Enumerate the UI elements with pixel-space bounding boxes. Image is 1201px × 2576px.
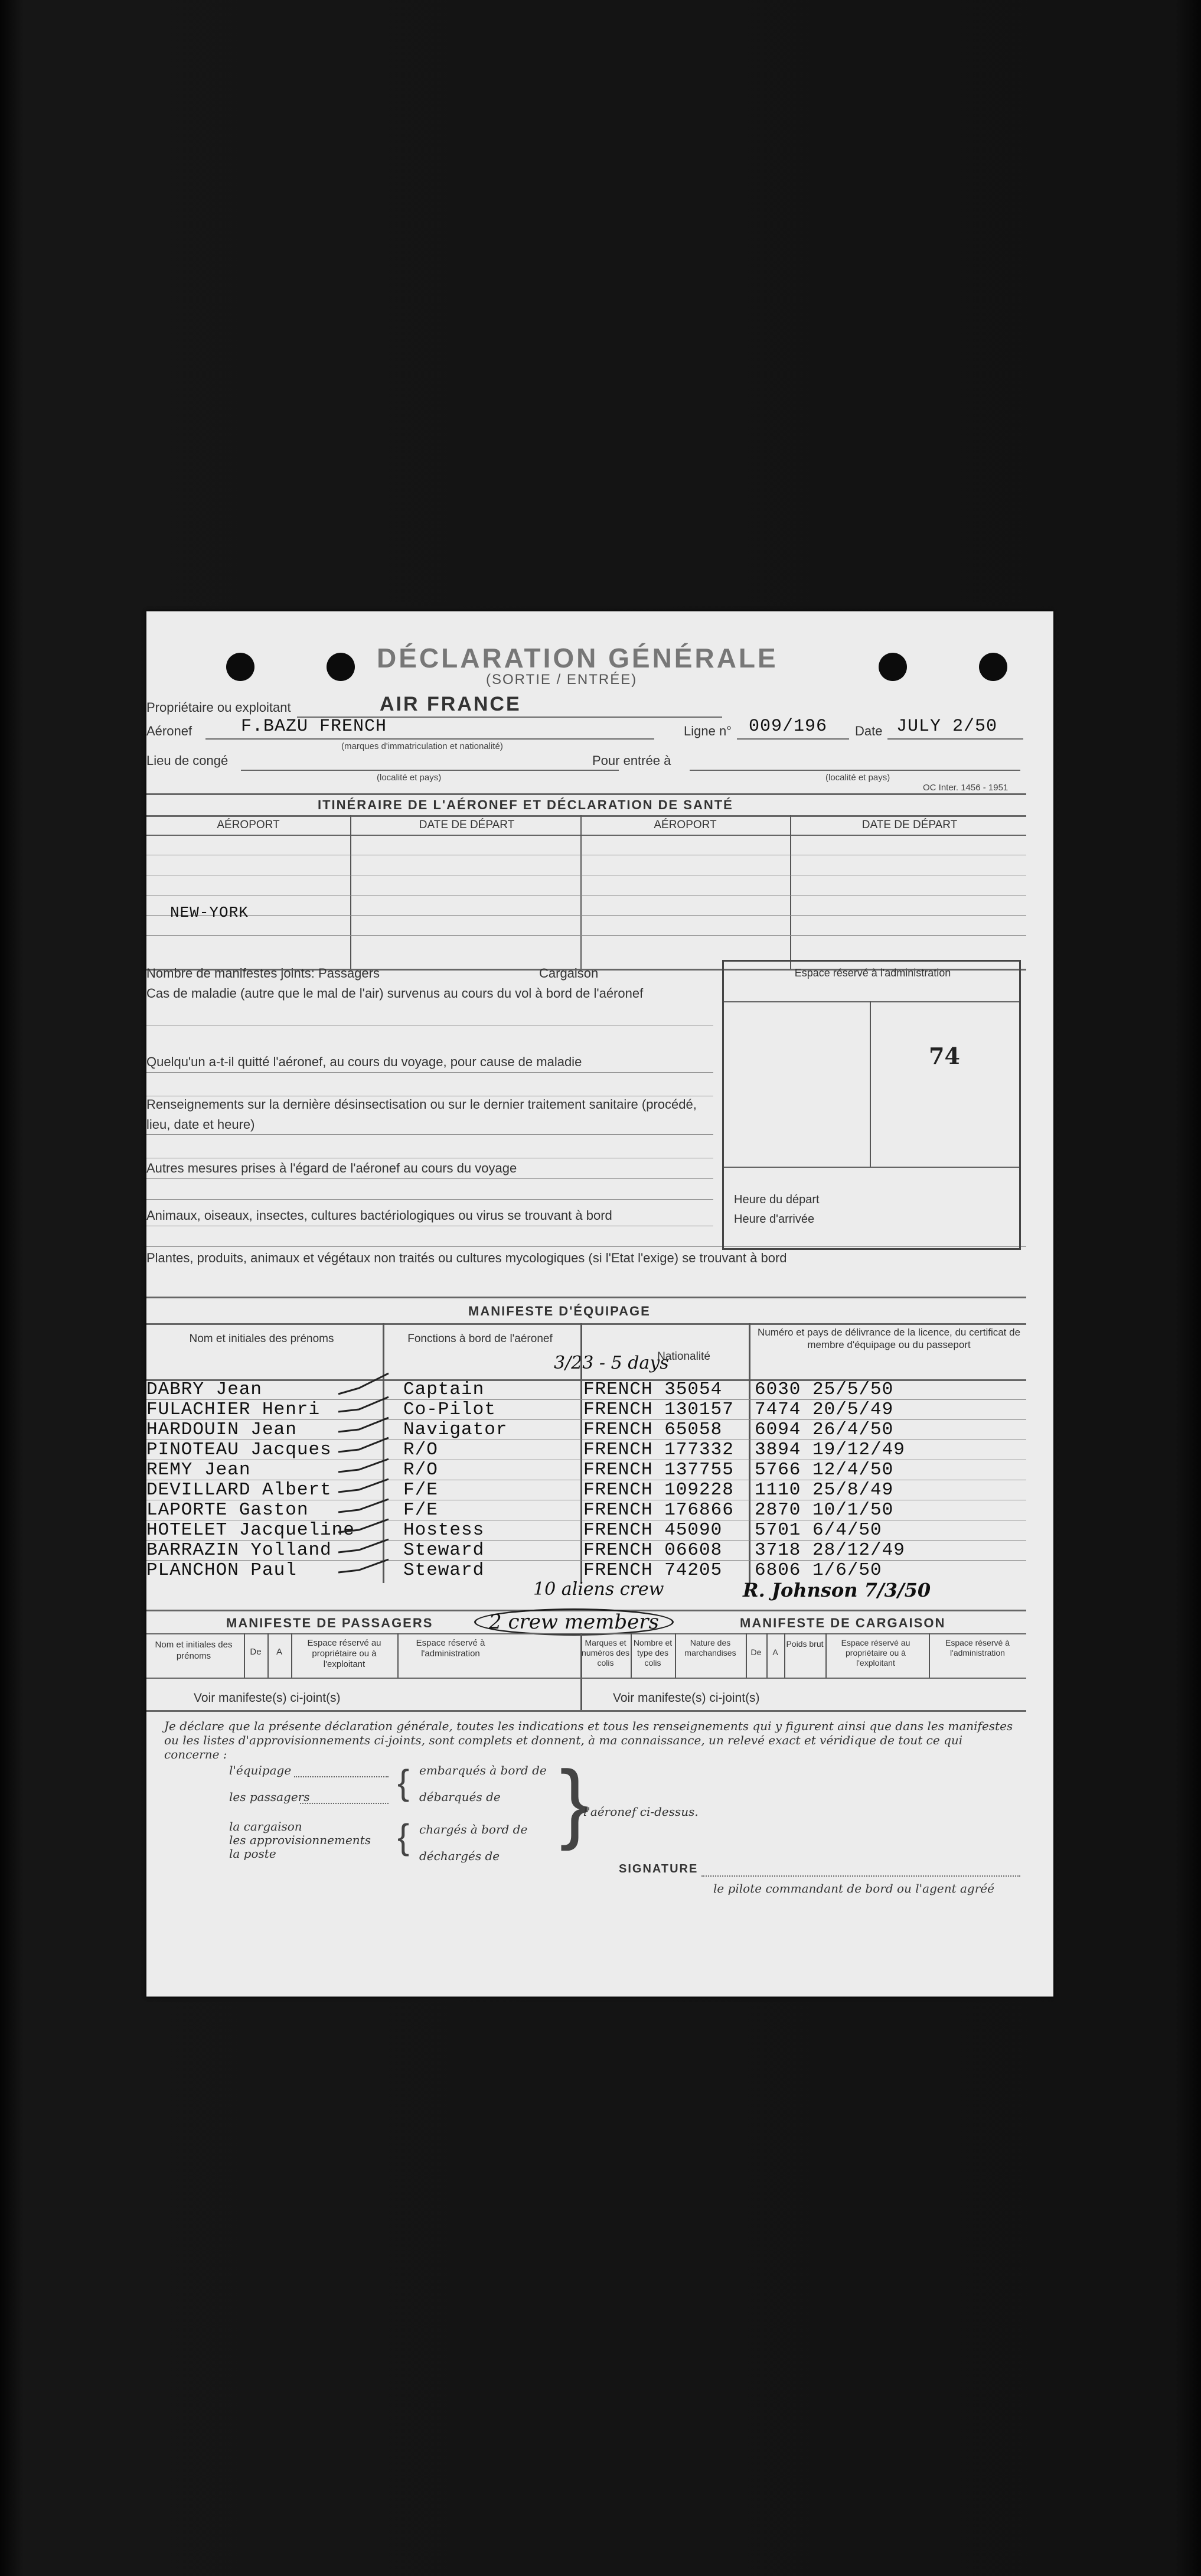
crew-license: 6806 1/6/50 (755, 1560, 882, 1581)
pax-col-from: De (250, 1647, 262, 1657)
crew-function: Navigator (403, 1419, 508, 1440)
crew-license: 6030 25/5/50 (755, 1379, 894, 1400)
crew-heading: MANIFESTE D'ÉQUIPAGE (468, 1304, 651, 1318)
entry-label: Pour entrée à (592, 753, 671, 768)
cargo-col-count: Nombre et type des colis (633, 1638, 673, 1668)
disinfection-question: Renseignements sur la dernière désinsectisation ou sur le dernier traitement sanitaire (procédé, lieu, date et heure) (146, 1097, 697, 1132)
crew-handwritten-header: 3/23 - 5 days (554, 1353, 669, 1373)
crew-nationality: FRENCH 130157 (583, 1399, 734, 1420)
crew-name: BARRAZIN Yolland (146, 1540, 332, 1561)
line-label: Ligne n° (684, 724, 732, 738)
crew-function: Hostess (403, 1520, 485, 1541)
crew-license: 5766 12/4/50 (755, 1460, 894, 1480)
pax-col-to: A (276, 1647, 282, 1657)
crew-function: F/E (403, 1480, 438, 1500)
crew-license: 2870 10/1/50 (755, 1500, 894, 1520)
aircraft-note: (marques d'immatriculation et nationalité) (341, 741, 503, 751)
punch-hole (979, 653, 1007, 681)
crew-license: 3894 19/12/49 (755, 1440, 905, 1460)
locality-note: (localité et pays) (377, 773, 442, 783)
decl-disembarked: débarqués de (419, 1790, 501, 1804)
line-value: 009/196 (749, 717, 828, 737)
pax-col-name: Nom et initiales des prénoms (155, 1640, 233, 1661)
decl-item-passengers: les passagers (229, 1790, 310, 1804)
document-page (146, 611, 1053, 1997)
pax-col-owner: Espace réservé au propriétaire ou à l'exploitant (307, 1638, 381, 1669)
passenger-handwritten-note: 2 crew members (474, 1608, 674, 1636)
crew-nationality: FRENCH 45090 (583, 1520, 723, 1541)
plants-question: Plantes, produits, animaux et végétaux non traités ou cultures mycologiques (si l'Etat l'exige) se trouvant à bord (146, 1250, 787, 1265)
crew-name: HOTELET Jacqueline (146, 1520, 355, 1541)
owner-value: AIR FRANCE (380, 693, 521, 715)
crew-function: R/O (403, 1460, 438, 1480)
form-title: DÉCLARATION GÉNÉRALE (377, 643, 778, 673)
admin-box-header: Espace réservé à l'administration (794, 967, 951, 979)
crew-nationality: FRENCH 35054 (583, 1379, 723, 1400)
crew-name: LAPORTE Gaston (146, 1500, 309, 1520)
crew-name: FULACHIER Henri (146, 1399, 321, 1420)
itinerary-col-airport-1: AÉROPORT (217, 819, 280, 831)
decl-embarked: embarqués à bord de (419, 1763, 547, 1777)
crew-nationality: FRENCH 109228 (583, 1480, 734, 1500)
crew-license: 7474 20/5/49 (755, 1399, 894, 1420)
brace-right: } (560, 1752, 590, 1851)
decl-aircraft-above: l'aéronef ci-dessus. (583, 1805, 699, 1819)
animals-question: Animaux, oiseaux, insectes, cultures bactériologiques ou virus se trouvant à bord (146, 1208, 612, 1223)
punch-hole (879, 653, 907, 681)
decl-item-crew: l'équipage (229, 1763, 292, 1777)
crew-license: 3718 28/12/49 (755, 1540, 905, 1561)
crew-name: PINOTEAU Jacques (146, 1440, 332, 1460)
crew-nationality: FRENCH 177332 (583, 1440, 734, 1460)
itinerary-heading: ITINÉRAIRE DE L'AÉRONEF ET DÉCLARATION DE SANTÉ (318, 797, 733, 812)
see-cargo-manifest: Voir manifeste(s) ci-joint(s) (613, 1691, 760, 1705)
admin-stamp-number: 74 (929, 1043, 960, 1069)
crew-function: R/O (403, 1440, 438, 1460)
crew-nationality: FRENCH 06608 (583, 1540, 723, 1561)
crew-handwritten-note: 10 aliens crew (533, 1579, 664, 1600)
crew-license: 5701 6/4/50 (755, 1520, 882, 1541)
crew-license: 6094 26/4/50 (755, 1419, 894, 1440)
crew-name: DEVILLARD Albert (146, 1480, 332, 1500)
other-measures-question: Autres mesures prises à l'égard de l'aéronef au cours du voyage (146, 1161, 517, 1175)
decl-item-cargo: la cargaison (229, 1819, 302, 1834)
cargo-col-nature: Nature des marchandises (684, 1638, 736, 1657)
decl-unloaded: déchargés de (419, 1849, 500, 1863)
cargo-heading: MANIFESTE DE CARGAISON (740, 1616, 946, 1630)
illness-question: Cas de maladie (autre que le mal de l'air) survenus au cours du vol à bord de l'aéronef (146, 986, 644, 1001)
crew-col-nationality: Nationalité (657, 1350, 710, 1363)
departure-place-label: Lieu de congé (146, 753, 229, 768)
itinerary-col-date-2: DATE DE DÉPART (861, 819, 958, 831)
crew-function: Captain (403, 1379, 485, 1400)
crew-handwritten-signature: R. Johnson 7/3/50 (743, 1579, 931, 1601)
aircraft-value: F.BAZU FRENCH (241, 717, 387, 737)
manifests-label: Nombre de manifestes joints: Passagers (146, 966, 380, 981)
crew-col-name: Nom et initiales des prénoms (189, 1333, 334, 1345)
left-aircraft-question: Quelqu'un a-t-il quitté l'aéronef, au cours du voyage, pour cause de maladie (146, 1054, 582, 1069)
owner-label: Propriétaire ou exploitant (146, 700, 291, 715)
arrival-time-label: Heure d'arrivée (734, 1213, 815, 1226)
crew-license: 1110 25/8/49 (755, 1480, 894, 1500)
locality-note-2: (localité et pays) (825, 773, 890, 783)
itinerary-col-date-1: DATE DE DÉPART (419, 819, 515, 831)
decl-loaded: chargés à bord de (419, 1822, 528, 1836)
crew-function: F/E (403, 1500, 438, 1520)
cargo-col-from: De (750, 1647, 762, 1657)
aircraft-label: Aéronef (146, 724, 192, 738)
crew-function: Steward (403, 1560, 485, 1581)
form-code: OC Inter. 1456 - 1951 (923, 783, 1009, 793)
punch-hole (226, 653, 254, 681)
decl-item-supplies: les approvisionnements (229, 1833, 371, 1847)
cargo-col-to: A (772, 1647, 778, 1657)
see-passenger-manifest: Voir manifeste(s) ci-joint(s) (194, 1691, 341, 1705)
cargo-label: Cargaison (539, 966, 599, 981)
passenger-heading: MANIFESTE DE PASSAGERS (226, 1616, 433, 1630)
date-label: Date (855, 724, 883, 738)
brace-left: { (397, 1763, 410, 1802)
signature-label: SIGNATURE (619, 1862, 699, 1875)
pax-col-admin: Espace réservé à l'administration (416, 1638, 485, 1659)
date-value: JULY 2/50 (896, 717, 998, 737)
crew-name: HARDOUIN Jean (146, 1419, 297, 1440)
crew-nationality: FRENCH 137755 (583, 1460, 734, 1480)
punch-hole (327, 653, 355, 681)
itinerary-col-airport-2: AÉROPORT (654, 819, 717, 831)
declaration-text: Je déclare que la présente déclaration générale, toutes les indications et tous les renseignements qui y figurent ainsi que dans les manifestes ou les listes d'approvisionnements ci-joints, sont complets et donnent, à ma connaissance, un relevé exact et véridique de tout ce qui concerne : (164, 1719, 1013, 1761)
brace-left: { (397, 1817, 410, 1857)
crew-col-license: Numéro et pays de délivrance de la licence, du certificat de membre d'équipage ou du passeport (757, 1327, 1021, 1350)
departure-time-label: Heure du départ (734, 1193, 820, 1206)
crew-name: REMY Jean (146, 1460, 251, 1480)
crew-nationality: FRENCH 65058 (583, 1419, 723, 1440)
cargo-col-owner: Espace réservé au propriétaire ou à l'exploitant (841, 1638, 910, 1668)
cargo-col-marks: Marques et numéros des colis (582, 1638, 629, 1668)
crew-function: Steward (403, 1540, 485, 1561)
crew-col-function: Fonctions à bord de l'aéronef (407, 1333, 553, 1345)
itinerary-first-airport: NEW-YORK (170, 904, 249, 921)
crew-name: DABRY Jean (146, 1379, 263, 1400)
cargo-col-admin: Espace réservé à l'administration (945, 1638, 1010, 1657)
crew-name: PLANCHON Paul (146, 1560, 297, 1581)
cargo-col-weight: Poids brut (786, 1639, 824, 1649)
form-subtitle: (SORTIE / ENTRÉE) (486, 672, 638, 688)
crew-function: Co-Pilot (403, 1399, 496, 1420)
crew-nationality: FRENCH 74205 (583, 1560, 723, 1581)
crew-nationality: FRENCH 176866 (583, 1500, 734, 1520)
decl-item-mail: la poste (229, 1846, 276, 1861)
checkmark-column (335, 1370, 394, 1583)
signature-caption: le pilote commandant de bord ou l'agent agréé (713, 1881, 994, 1896)
